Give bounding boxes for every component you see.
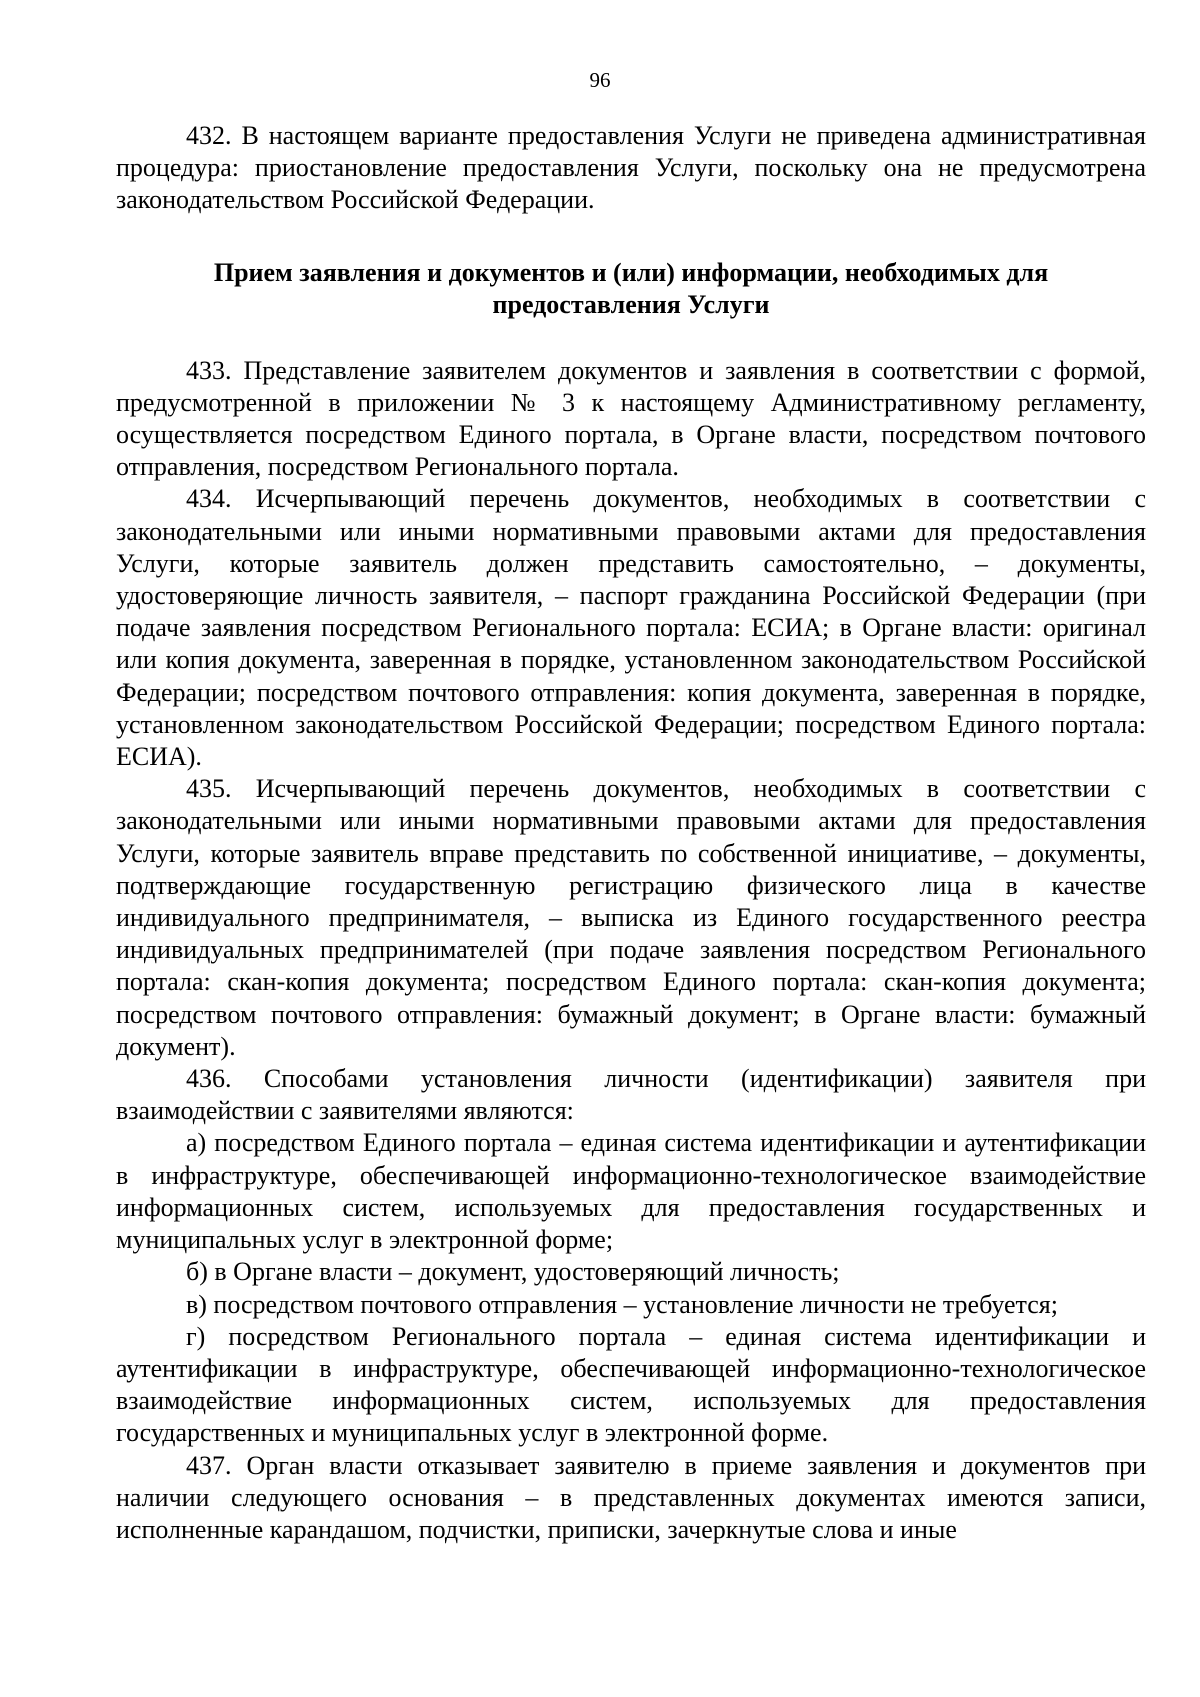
paragraph-436: 436. Способами установления личности (идентификации) заявителя при взаимодействии с заявителями являются: xyxy=(116,1064,1146,1126)
list-item-a: а) посредством Единого портала – единая система идентификации и аутентификации в инфраструктуре, обеспечивающей информационно-технологическое взаимодействие информационных систем, используемых для предоставления государственных и муниципальных услуг в электронной форме; xyxy=(116,1128,1146,1255)
paragraph-434: 434. Исчерпывающий перечень документов, необходимых в соответствии с законодательными или иными нормативными правовыми актами для предоставления Услуги, которые заявитель должен представить самостоятельно, – документы, удостоверяющие личность заявителя, – паспорт гражданина Российской Федерации (при подаче заявления посредством Регионального портала: ЕСИА; в Органе власти: оригинал или копия документа, заверенная в порядке, установленном законодательством Российской Федерации; посредством почтового отправления: копия документа, заверенная в порядке, установленном законодательством Российской Федерации; посредством Единого портала: ЕСИА). xyxy=(116,484,1146,772)
page-number: 96 xyxy=(589,68,611,92)
section-heading-line-2: предоставления Услуги xyxy=(492,289,770,319)
list-item-g: г) посредством Регионального портала – единая система идентификации и аутентификации в инфраструктуре, обеспечивающей информационно-технологическое взаимодействие информационных систем, используемых для предоставления государственных и муниципальных услуг в электронной форме. xyxy=(116,1321,1146,1448)
section-heading-line-1: Прием заявления и документов и (или) информации, необходимых для xyxy=(213,257,1049,287)
paragraph-435: 435. Исчерпывающий перечень документов, необходимых в соответствии с законодательными или иными нормативными правовыми актами для предоставления Услуги, которые заявитель вправе представить по собственной инициативе, – документы, подтверждающие государственную регистрацию физического лица в качестве индивидуального предпринимателя, – выписка из Единого государственного реестра индивидуальных предпринимателей (при подаче заявления посредством Регионального портала: скан-копия документа; посредством Единого портала: скан-копия документа; посредством почтового отправления: бумажный документ; в Органе власти: бумажный документ). xyxy=(116,774,1146,1061)
paragraph-432: 432. В настоящем варианте предоставления Услуги не приведена административная процедура: приостановление предоставления Услуги, поскольку она не предусмотрена законодательством Российской Федерации. xyxy=(116,121,1146,215)
paragraph-433: 433. Представление заявителем документов и заявления в соответствии с формой, предусмотренной в приложении № 3 к настоящему Административному регламенту, осуществляется посредством Единого портала, в Органе власти, посредством почтового отправления, посредством Регионального портала. xyxy=(116,355,1146,482)
section-heading xyxy=(116,257,1146,321)
list-item-v: в) посредством почтового отправления – установление личности не требуется; xyxy=(186,1289,1058,1319)
paragraph-437: 437. Орган власти отказывает заявителю в приеме заявления и документов при наличии следующего основания – в представленных документах имеются записи, исполненные карандашом, подчистки, приписки, зачеркнутые слова и иные xyxy=(116,1450,1146,1544)
list-item-b: б) в Органе власти – документ, удостоверяющий личность; xyxy=(186,1257,840,1287)
document-body xyxy=(116,120,1146,1546)
